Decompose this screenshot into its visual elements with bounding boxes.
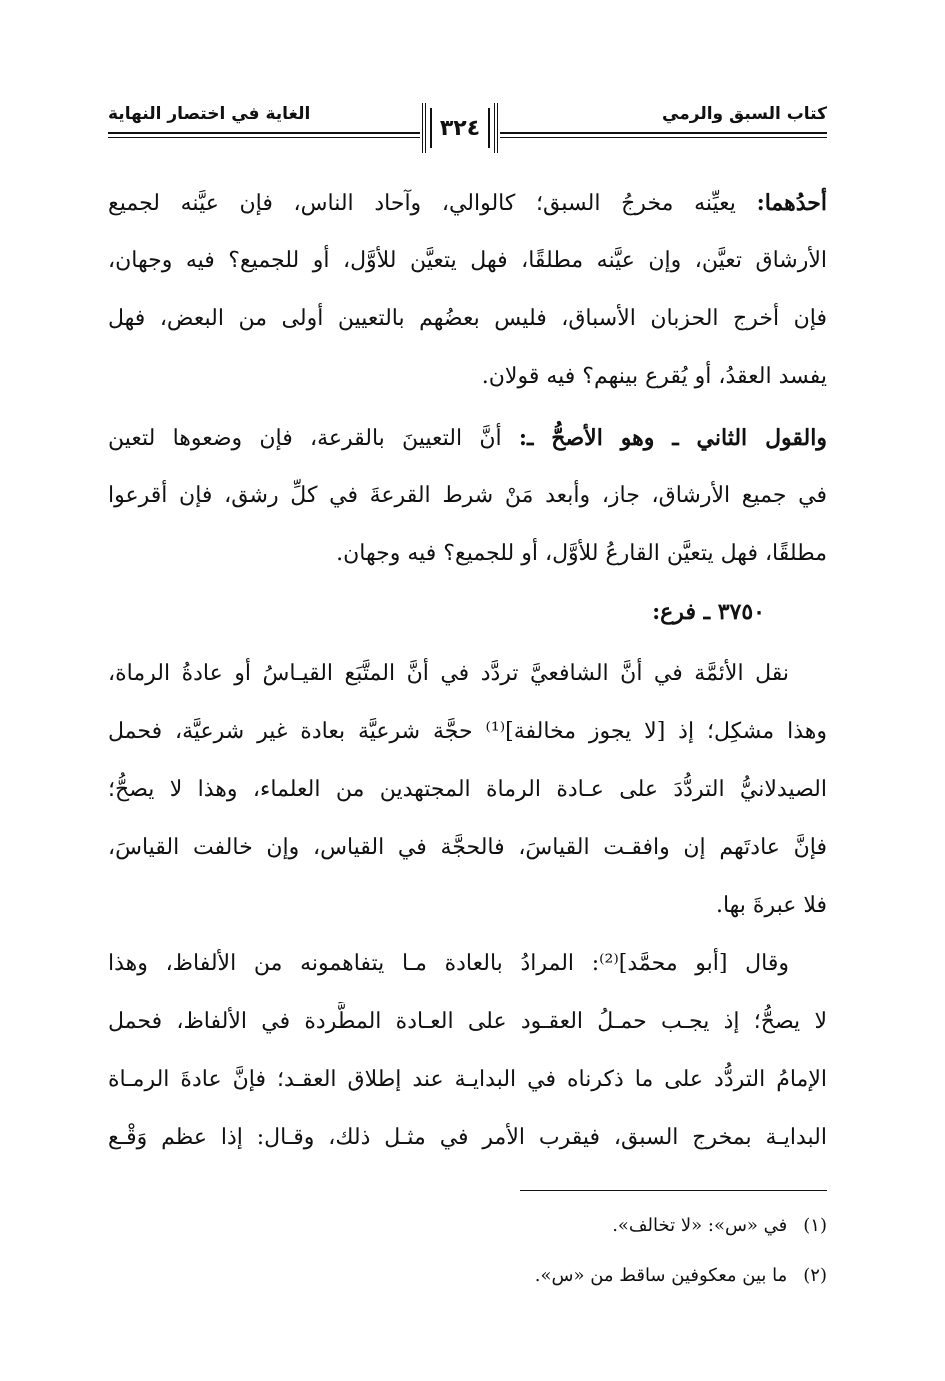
text-line: يفسد العقدُ، أو يُقرع بينهم؟ فيه قولان.	[481, 364, 827, 389]
footnote-number: (٢)	[803, 1265, 827, 1286]
text-line: نقل الأئمَّة في أنَّ الشافعيَّ تردَّد في أنَّ المتَّبَع القيـاسُ أو عادةُ الرماة،	[108, 661, 789, 686]
footnote	[612, 1212, 827, 1240]
page-number: ٣٢٤	[430, 108, 490, 148]
section-lead: والقول الثاني ـ وهو الأصحُّ ـ:	[518, 425, 827, 451]
text-line: فلا عبرةَ بها.	[715, 893, 827, 918]
text-line: وقال [أبو محمَّد]⁽²⁾: المرادُ بالعادة مـا يتفاهمونه من الألفاظ، وهذا	[108, 951, 789, 976]
book-title: الغاية في اختصار النهاية	[108, 104, 311, 124]
text-line: وهذا مشكِل؛ إذ [لا يجوز مخالفة]⁽¹⁾ حجَّة شرعيَّة بعادة غير شرعيَّة، فحمل	[108, 719, 827, 744]
text-line: والقول الثاني ـ وهو الأصحُّ ـ: أنَّ التعيينَ بالقرعة، فإن وضعوها لتعين	[108, 425, 827, 451]
footnote-text: في «س»: «لا تخالف».	[612, 1215, 788, 1236]
text-line: فإن أخرج الحزبان الأسباق، فليس بعضُهم بالتعيين أولى من البعض، فهل	[108, 306, 827, 331]
header-rule	[500, 132, 827, 134]
text-line: أحدُهما: يعيِّنه مخرجُ السبق؛ كالوالي، وآحاد الناس، فإن عيَّنه لجميع	[108, 190, 827, 216]
header-rule	[500, 137, 827, 138]
footnote-rule	[520, 1190, 827, 1191]
footnote-text: ما بين معكوفين ساقط من «س».	[534, 1265, 788, 1286]
section-heading: ٣٧٥٠ ـ فرع:	[652, 599, 765, 625]
footnote-number: (١)	[803, 1215, 827, 1236]
section-lead: أحدُهما:	[756, 190, 827, 216]
text-line: فإنَّ عادتَهم إن وافقـت القياسَ، فالحجَّة في القياس، وإن خالفت القياسَ،	[108, 835, 827, 860]
text-line: لا يصحُّ؛ إذ يجـب حمـلُ العقـود على العـادة المطَّردة في الألفاظ، فحمل	[108, 1009, 827, 1034]
header-rule	[108, 137, 420, 138]
footnote	[535, 1262, 827, 1290]
text-line: الصيدلانيُّ التردُّدَ على عـادة الرماة المجتهدين من العلماء، وهذا لا يصحُّ؛	[108, 777, 827, 802]
text-line: مطلقًا، فهل يتعيَّن القارعُ للأوَّل، أو للجميع؟ فيه وجهان.	[336, 541, 827, 566]
page-number-frame	[422, 103, 498, 153]
text-line: الأرشاق تعيَّن، وإن عيَّنه مطلقًا، فهل يتعيَّن للأوَّل، أو للجميع؟ فيه وجهان،	[108, 248, 827, 273]
header-rule	[108, 132, 420, 134]
text-line: الإمامُ التردُّد على ما ذكرناه في البدايـة عند إطلاق العقـد؛ فإنَّ عادةَ الرمـاة	[108, 1067, 827, 1092]
text-line: في جميع الأرشاق، جاز، وأبعد مَنْ شرط القرعةَ في كلِّ رشق، فإن أقرعوا	[108, 483, 827, 508]
text-line: البدايـة بمخرج السبق، فيقرب الأمر في مثـل ذلك، وقـال: إذا عظم وَقْـع	[108, 1125, 827, 1150]
book-section-title: كتاب السبق والرمي	[662, 104, 827, 124]
